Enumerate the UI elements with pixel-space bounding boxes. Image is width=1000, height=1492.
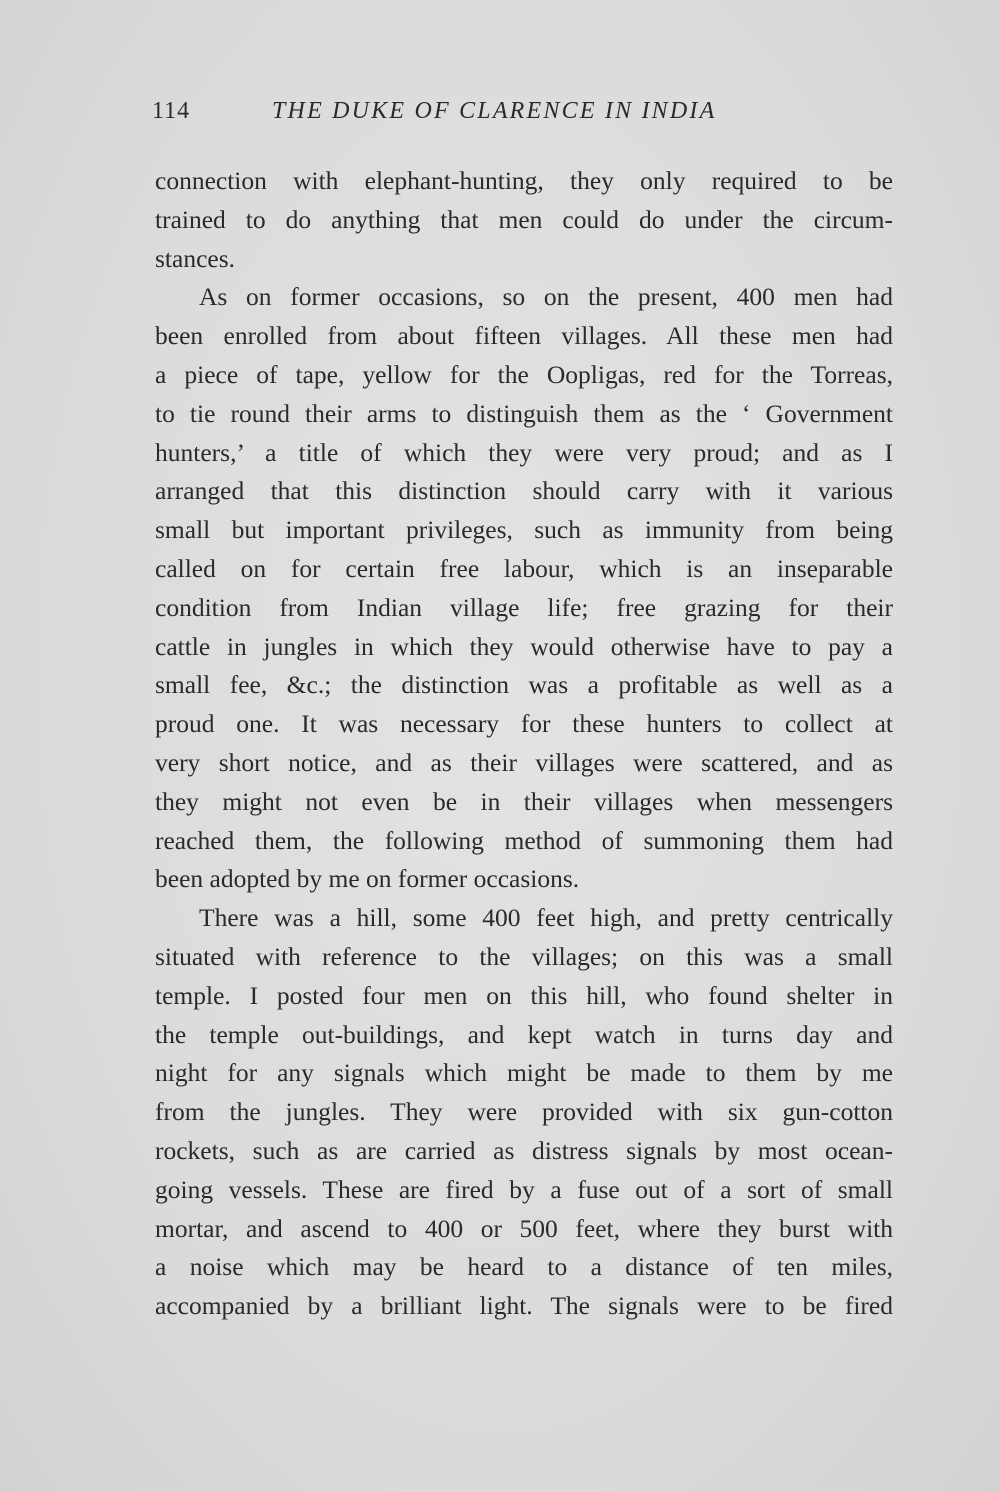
text-line: small but important privileges, such as immunity from being: [155, 515, 893, 545]
text-line: stances.: [155, 243, 236, 273]
text-line: a noise which may be heard to a distance of ten miles,: [155, 1252, 893, 1282]
text-line: accompanied by a brilliant light. The signals were to be fired: [155, 1291, 893, 1321]
text-line: from the jungles. They were provided with six gun-cotton: [155, 1097, 893, 1127]
text-line: trained to do anything that men could do under the circum-: [155, 204, 893, 234]
text-line: been enrolled from about fifteen villages. All these men had: [155, 321, 893, 351]
text-line: going vessels. These are fired by a fuse out of a sort of small: [155, 1174, 893, 1204]
text-line: small fee, &c.; the distinction was a profitable as well as a: [155, 670, 893, 700]
text-line: very short notice, and as their villages were scattered, and as: [155, 747, 893, 777]
text-line: mortar, and ascend to 400 or 500 feet, where they burst with: [155, 1213, 893, 1243]
text-line: reached them, the following method of summoning them had: [155, 825, 893, 855]
running-title: THE DUKE OF CLARENCE IN INDIA: [272, 98, 717, 124]
text-line: rockets, such as are carried as distress signals by most ocean-: [155, 1135, 893, 1165]
text-line: been adopted by me on former occasions.: [155, 864, 580, 894]
text-line: proud one. It was necessary for these hunters to collect at: [155, 709, 893, 739]
text-line: There was a hill, some 400 feet high, and pretty centrically: [199, 903, 893, 933]
text-line: the temple out-buildings, and kept watch in turns day and: [155, 1019, 893, 1049]
text-line: a piece of tape, yellow for the Oopligas, red for the Torreas,: [155, 359, 893, 389]
text-line: to tie round their arms to distinguish them as the ‘ Government: [155, 398, 893, 428]
text-line: condition from Indian village life; free grazing for their: [155, 592, 893, 622]
text-line: called on for certain free labour, which is an inseparable: [155, 553, 893, 583]
page-number: 114: [152, 98, 191, 124]
text-line: they might not even be in their villages when messengers: [155, 786, 893, 816]
text-line: As on former occasions, so on the present, 400 men had: [199, 282, 893, 312]
text-line: cattle in jungles in which they would otherwise have to pay a: [155, 631, 893, 661]
text-line: night for any signals which might be made to them by me: [155, 1058, 893, 1088]
text-line: temple. I posted four men on this hill, who found shelter in: [155, 980, 893, 1010]
text-line: hunters,’ a title of which they were very proud; and as I: [155, 437, 893, 467]
text-line: situated with reference to the villages; on this was a small: [155, 941, 893, 971]
text-line: arranged that this distinction should carry with it various: [155, 476, 893, 506]
body-text: [155, 162, 893, 1326]
running-head: [152, 98, 892, 134]
text-line: connection with elephant-hunting, they only required to be: [155, 166, 893, 195]
